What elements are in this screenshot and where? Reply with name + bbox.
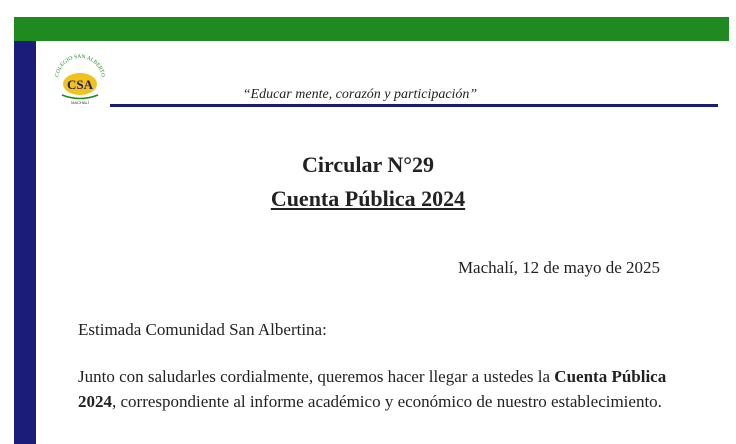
date-line: Machalí, 12 de mayo de 2025 [457,258,660,277]
top-green-bar [14,17,729,41]
left-navy-bar [14,41,36,444]
body-text-2: , correspondiente al informe académico y económico de nuestro establecimiento. [112,392,662,411]
body-bold: Cuenta Pública 2024 [78,367,667,411]
header-rule [110,104,718,107]
body-paragraph [78,364,678,414]
school-logo [48,50,112,106]
circular-number: Circular N°29 [301,152,435,177]
school-motto: “Educar mente, corazón y participación” [242,87,478,102]
logo-arc-text: COLEGIO SAN ALBERTO [54,53,106,78]
body-text-1: Junto con saludarles cordialmente, queremos hacer llegar a ustedes la [78,367,555,386]
circular-subject: Cuenta Pública 2024 [270,186,466,211]
logo-monogram: CSA [66,77,94,92]
greeting: Estimada Comunidad San Albertina: [78,320,327,339]
logo-place: MACHALÍ [71,100,89,105]
